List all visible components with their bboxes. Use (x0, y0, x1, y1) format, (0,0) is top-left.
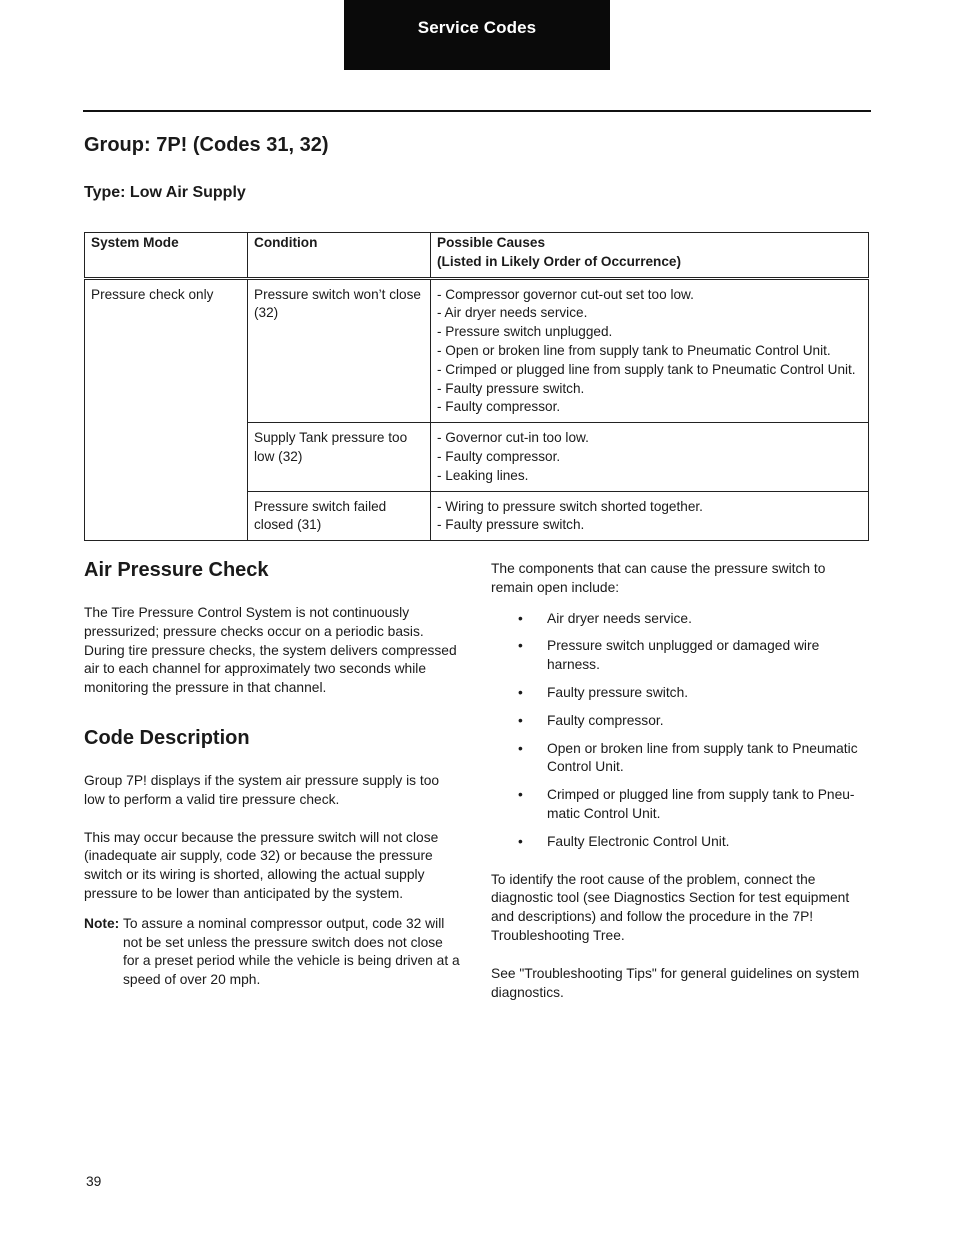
cause-item: - Open or broken line from supply tank to Pneumatic Control Unit. (437, 342, 831, 358)
cause-item: - Governor cut-in too low. (437, 430, 589, 446)
see-tips-paragraph: See "Troubleshooting Tips" for general guidelines on system diagnostics. (491, 965, 860, 1000)
bullet-icon: • (518, 740, 523, 756)
code-description-heading: Code Description (84, 726, 250, 749)
list-item (491, 786, 871, 824)
section-tab-label: Service Codes (417, 18, 537, 37)
list-item-text: Faulty pressure switch. (547, 684, 689, 700)
bullet-icon: • (518, 638, 523, 654)
header-causes-line1: Possible Causes (437, 235, 546, 250)
list-item-text: Air dryer needs service. (547, 610, 692, 626)
cause-item: - Wiring to pressure switch shorted together. (437, 498, 703, 514)
table-row (85, 278, 869, 423)
service-code-table (84, 232, 869, 541)
table-header-row (85, 233, 869, 279)
bullet-icon: • (518, 684, 523, 700)
list-item (491, 684, 871, 703)
causes-cell (431, 491, 869, 541)
cause-item: - Air dryer needs service. (437, 305, 588, 321)
right-column (491, 560, 871, 1002)
page-number: 39 (86, 1174, 102, 1189)
cause-item: - Leaking lines. (437, 467, 529, 483)
list-item (491, 637, 871, 675)
header-causes-line2: (Listed in Likely Order of Occurrence) (437, 253, 681, 269)
air-pressure-body: The Tire Pressure Control System is not continuously pressurized; pressure checks occur on a periodic basis. During tire pressure checks, the system delivers compressed air to each channel for approximately two seconds while monitoring the pressure in that channel. (84, 605, 457, 696)
cause-item: - Compressor governor cut-out set too low. (437, 286, 694, 302)
list-item-text: Faulty compressor. (547, 712, 664, 728)
causes-cell (431, 423, 869, 491)
components-intro: The components that can cause the pressure switch to remain open include: (491, 561, 826, 595)
list-item-text: Faulty Electronic Control Unit. (547, 833, 730, 849)
condition-cell: Pressure switch won’t close (32) (248, 278, 431, 423)
air-pressure-heading: Air Pressure Check (84, 559, 269, 581)
system-mode-cell: Pressure check only (85, 278, 248, 541)
condition-cell: Supply Tank pressure too low (32) (248, 423, 431, 491)
cause-item: - Pressure switch unplugged. (437, 324, 613, 340)
causes-cell (431, 278, 869, 423)
code-description-para1: Group 7P! displays if the system air pressure supply is too low to perform a valid tire pressure check. (84, 772, 440, 807)
cause-item: - Crimped or plugged line from supply tank to Pneumatic Control Unit. (437, 361, 856, 377)
bullet-icon: • (518, 610, 523, 626)
list-item (491, 712, 871, 731)
cause-item: - Faulty pressure switch. (437, 380, 585, 396)
bullet-icon: • (518, 833, 523, 849)
group-title: Group: 7P! (Codes 31, 32) (84, 134, 329, 156)
section-tab (344, 0, 610, 70)
bullet-icon: • (518, 712, 523, 728)
header-condition: Condition (248, 233, 431, 279)
bullet-icon: • (518, 787, 523, 803)
note-block (84, 915, 462, 990)
left-column (84, 556, 462, 990)
type-title: Type: Low Air Supply (84, 184, 246, 201)
list-item (491, 610, 871, 629)
list-item-text: Open or broken line from supply tank to Pneumatic Control Unit. (547, 740, 858, 775)
note-text: To assure a nominal compressor output, code 32 will not be set unless the pressure switch does not close for a preset period while the vehicle is being driven at a speed of over 20 mph. (123, 915, 460, 988)
list-item (491, 833, 871, 852)
list-item-text: Pressure switch unplugged or damaged wire harness. (547, 638, 820, 673)
note-label: Note: (84, 915, 120, 931)
cause-item: - Faulty compressor. (437, 448, 561, 464)
components-list (491, 610, 871, 852)
identify-paragraph: To identify the root cause of the problem, connect the diagnostic tool (see Diagnostics Section for test equipment and descriptions) and follow the procedure in the 7P! Troubleshooting Tree. (491, 871, 850, 943)
cause-item: - Faulty pressure switch. (437, 517, 585, 533)
header-rule (83, 110, 871, 112)
condition-cell: Pressure switch failed closed (31) (248, 491, 431, 541)
code-description-para2: This may occur because the pressure switch will not close (inadequate air supply, code 32) or because the pressure switch or its wiring is shorted, allowing the actual supply pressure to be lower than anticipated by the system. (84, 829, 439, 901)
list-item-text: Crimped or plugged line from supply tank to Pneu-matic Control Unit. (547, 787, 855, 821)
list-item (491, 740, 871, 778)
header-possible-causes (431, 233, 869, 279)
cause-item: - Faulty compressor. (437, 399, 561, 415)
header-system-mode: System Mode (85, 233, 248, 279)
